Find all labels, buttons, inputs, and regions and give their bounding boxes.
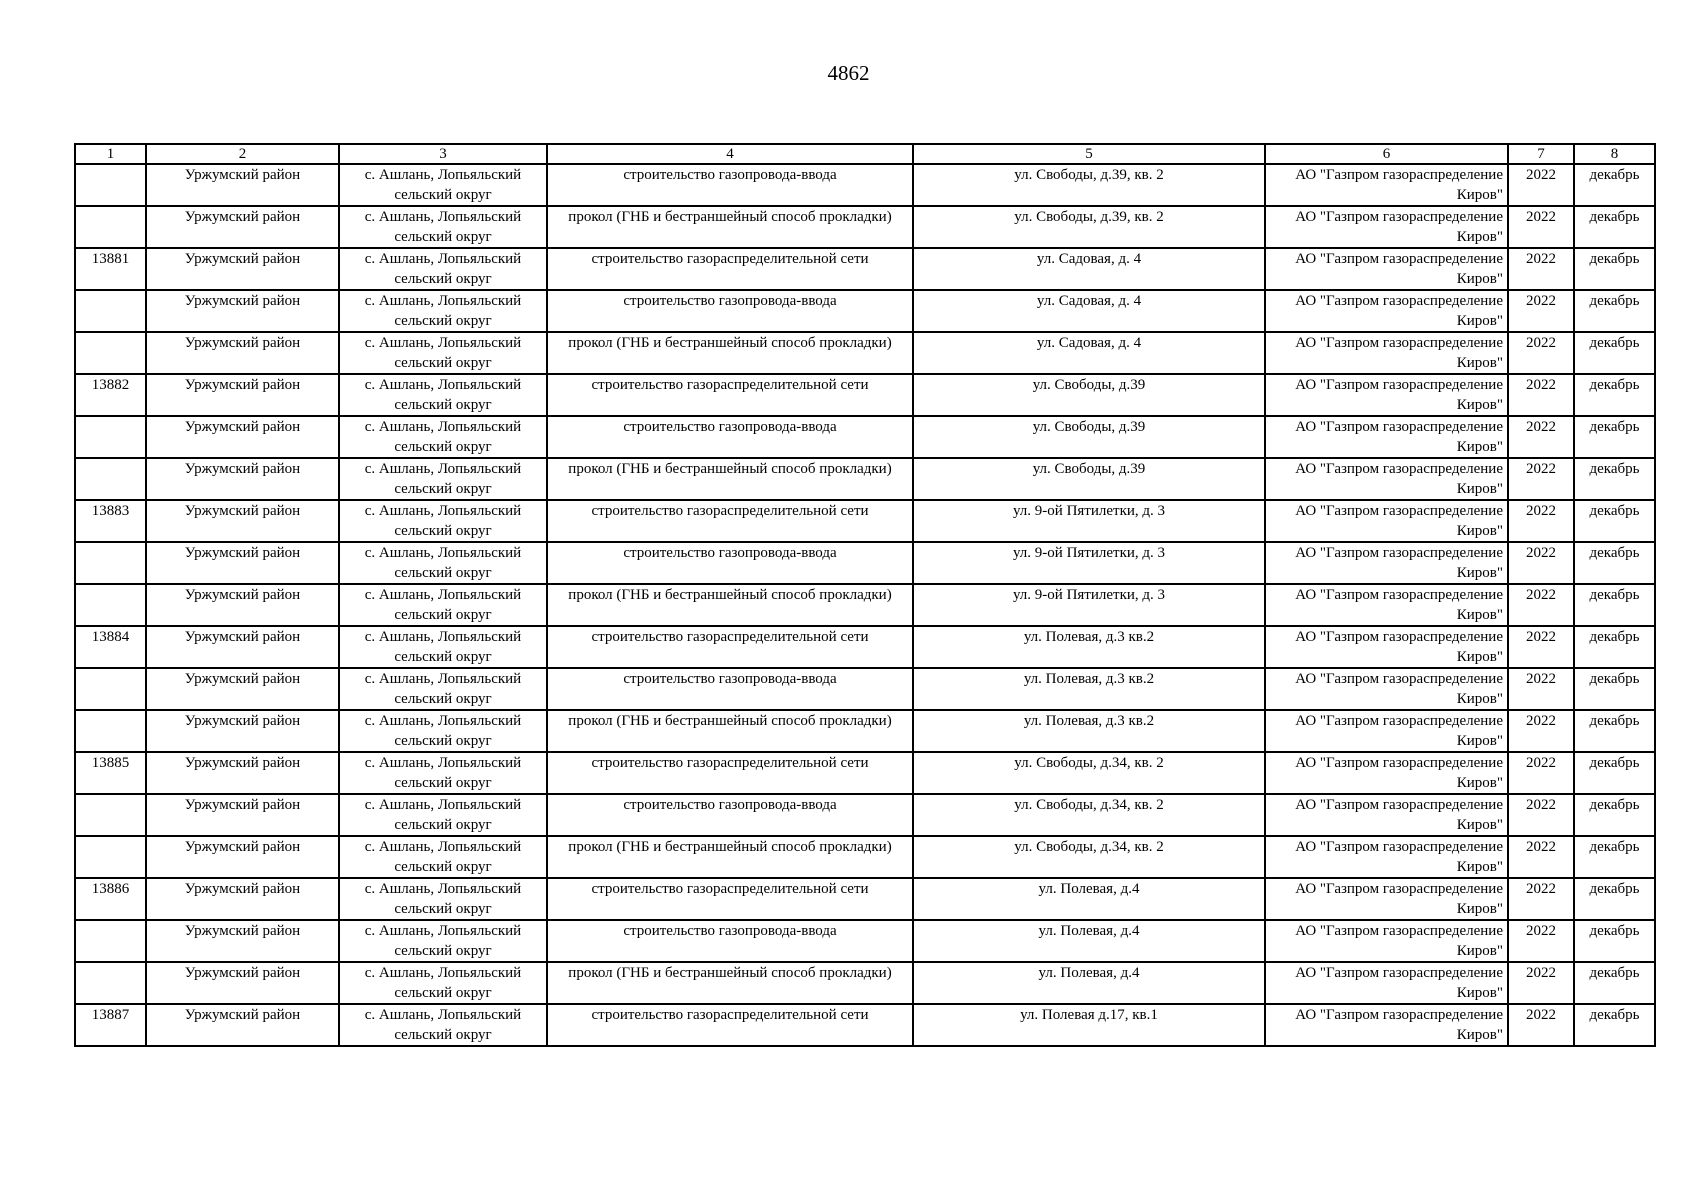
cell-number — [75, 668, 146, 710]
cell-organization: АО "Газпром газораспределение Киров" — [1265, 290, 1508, 332]
cell-year: 2022 — [1508, 920, 1574, 962]
cell-locality: с. Ашлань, Лопьяльский сельский округ — [339, 710, 547, 752]
cell-number — [75, 962, 146, 1004]
cell-work-type: строительство газораспределительной сети — [547, 878, 913, 920]
cell-address: ул. Свободы, д.34, кв. 2 — [913, 794, 1265, 836]
cell-organization: АО "Газпром газораспределение Киров" — [1265, 584, 1508, 626]
cell-year: 2022 — [1508, 248, 1574, 290]
cell-organization: АО "Газпром газораспределение Киров" — [1265, 1004, 1508, 1046]
cell-work-type: прокол (ГНБ и бестраншейный способ прокладки) — [547, 458, 913, 500]
cell-work-type: строительство газопровода-ввода — [547, 416, 913, 458]
cell-number — [75, 206, 146, 248]
cell-address: ул. Полевая, д.3 кв.2 — [913, 626, 1265, 668]
cell-district: Уржумский район — [146, 206, 339, 248]
cell-organization: АО "Газпром газораспределение Киров" — [1265, 962, 1508, 1004]
cell-organization: АО "Газпром газораспределение Киров" — [1265, 710, 1508, 752]
cell-locality: с. Ашлань, Лопьяльский сельский округ — [339, 458, 547, 500]
cell-number: 13885 — [75, 752, 146, 794]
cell-number: 13884 — [75, 626, 146, 668]
cell-month: декабрь — [1574, 290, 1655, 332]
cell-locality: с. Ашлань, Лопьяльский сельский округ — [339, 626, 547, 668]
cell-work-type: строительство газораспределительной сети — [547, 248, 913, 290]
table-row — [75, 332, 1655, 374]
cell-work-type: строительство газораспределительной сети — [547, 374, 913, 416]
cell-address: ул. Свободы, д.34, кв. 2 — [913, 836, 1265, 878]
table-body — [75, 144, 1655, 1046]
cell-locality: с. Ашлань, Лопьяльский сельский округ — [339, 962, 547, 1004]
column-header: 1 — [75, 144, 146, 164]
cell-month: декабрь — [1574, 584, 1655, 626]
cell-locality: с. Ашлань, Лопьяльский сельский округ — [339, 794, 547, 836]
cell-year: 2022 — [1508, 962, 1574, 1004]
cell-year: 2022 — [1508, 794, 1574, 836]
table-row — [75, 374, 1655, 416]
cell-work-type: прокол (ГНБ и бестраншейный способ прокладки) — [547, 584, 913, 626]
cell-address: ул. Полевая, д.3 кв.2 — [913, 668, 1265, 710]
cell-address: ул. Полевая, д.4 — [913, 962, 1265, 1004]
cell-work-type: строительство газопровода-ввода — [547, 542, 913, 584]
table-row — [75, 920, 1655, 962]
cell-district: Уржумский район — [146, 290, 339, 332]
cell-district: Уржумский район — [146, 626, 339, 668]
cell-organization: АО "Газпром газораспределение Киров" — [1265, 836, 1508, 878]
cell-work-type: строительство газопровода-ввода — [547, 290, 913, 332]
cell-year: 2022 — [1508, 332, 1574, 374]
cell-work-type: строительство газораспределительной сети — [547, 752, 913, 794]
table-row — [75, 626, 1655, 668]
cell-address: ул. Полевая, д.4 — [913, 920, 1265, 962]
cell-month: декабрь — [1574, 626, 1655, 668]
cell-district: Уржумский район — [146, 1004, 339, 1046]
cell-year: 2022 — [1508, 836, 1574, 878]
table-row — [75, 878, 1655, 920]
cell-address: ул. Полевая, д.4 — [913, 878, 1265, 920]
cell-number: 13881 — [75, 248, 146, 290]
cell-locality: с. Ашлань, Лопьяльский сельский округ — [339, 416, 547, 458]
cell-number — [75, 164, 146, 206]
cell-number: 13886 — [75, 878, 146, 920]
cell-year: 2022 — [1508, 164, 1574, 206]
cell-district: Уржумский район — [146, 710, 339, 752]
cell-district: Уржумский район — [146, 164, 339, 206]
cell-work-type: строительство газопровода-ввода — [547, 920, 913, 962]
cell-address: ул. Полевая, д.3 кв.2 — [913, 710, 1265, 752]
cell-district: Уржумский район — [146, 962, 339, 1004]
cell-work-type: прокол (ГНБ и бестраншейный способ прокладки) — [547, 962, 913, 1004]
column-header: 4 — [547, 144, 913, 164]
cell-organization: АО "Газпром газораспределение Киров" — [1265, 668, 1508, 710]
table-row — [75, 710, 1655, 752]
cell-month: декабрь — [1574, 878, 1655, 920]
cell-locality: с. Ашлань, Лопьяльский сельский округ — [339, 878, 547, 920]
cell-number — [75, 332, 146, 374]
cell-year: 2022 — [1508, 500, 1574, 542]
cell-work-type: строительство газопровода-ввода — [547, 794, 913, 836]
cell-address: ул. 9-ой Пятилетки, д. 3 — [913, 542, 1265, 584]
cell-district: Уржумский район — [146, 332, 339, 374]
cell-organization: АО "Газпром газораспределение Киров" — [1265, 458, 1508, 500]
table-row — [75, 752, 1655, 794]
cell-locality: с. Ашлань, Лопьяльский сельский округ — [339, 920, 547, 962]
cell-number: 13887 — [75, 1004, 146, 1046]
cell-year: 2022 — [1508, 416, 1574, 458]
cell-number — [75, 794, 146, 836]
cell-address: ул. Свободы, д.39, кв. 2 — [913, 164, 1265, 206]
cell-number — [75, 920, 146, 962]
cell-month: декабрь — [1574, 458, 1655, 500]
cell-organization: АО "Газпром газораспределение Киров" — [1265, 500, 1508, 542]
cell-month: декабрь — [1574, 164, 1655, 206]
table-row — [75, 164, 1655, 206]
table-row — [75, 458, 1655, 500]
cell-work-type: строительство газораспределительной сети — [547, 626, 913, 668]
cell-year: 2022 — [1508, 290, 1574, 332]
cell-month: декабрь — [1574, 962, 1655, 1004]
cell-month: декабрь — [1574, 794, 1655, 836]
column-header: 5 — [913, 144, 1265, 164]
cell-number — [75, 584, 146, 626]
column-header: 7 — [1508, 144, 1574, 164]
cell-number — [75, 458, 146, 500]
cell-district: Уржумский район — [146, 374, 339, 416]
cell-address: ул. Свободы, д.39 — [913, 374, 1265, 416]
cell-district: Уржумский район — [146, 458, 339, 500]
cell-district: Уржумский район — [146, 584, 339, 626]
table-row — [75, 500, 1655, 542]
cell-work-type: прокол (ГНБ и бестраншейный способ прокладки) — [547, 836, 913, 878]
cell-work-type: строительство газораспределительной сети — [547, 1004, 913, 1046]
cell-address: ул. Свободы, д.39 — [913, 416, 1265, 458]
cell-month: декабрь — [1574, 248, 1655, 290]
cell-district: Уржумский район — [146, 248, 339, 290]
cell-month: декабрь — [1574, 836, 1655, 878]
table-row — [75, 1004, 1655, 1046]
cell-organization: АО "Газпром газораспределение Киров" — [1265, 542, 1508, 584]
cell-locality: с. Ашлань, Лопьяльский сельский округ — [339, 500, 547, 542]
cell-month: декабрь — [1574, 752, 1655, 794]
cell-locality: с. Ашлань, Лопьяльский сельский округ — [339, 248, 547, 290]
cell-locality: с. Ашлань, Лопьяльский сельский округ — [339, 164, 547, 206]
table-row — [75, 836, 1655, 878]
cell-number: 13883 — [75, 500, 146, 542]
cell-year: 2022 — [1508, 584, 1574, 626]
cell-work-type: строительство газопровода-ввода — [547, 668, 913, 710]
cell-organization: АО "Газпром газораспределение Киров" — [1265, 752, 1508, 794]
cell-locality: с. Ашлань, Лопьяльский сельский округ — [339, 668, 547, 710]
cell-district: Уржумский район — [146, 668, 339, 710]
cell-organization: АО "Газпром газораспределение Киров" — [1265, 374, 1508, 416]
cell-number — [75, 290, 146, 332]
cell-district: Уржумский район — [146, 500, 339, 542]
table-row — [75, 542, 1655, 584]
column-header: 8 — [1574, 144, 1655, 164]
cell-month: декабрь — [1574, 500, 1655, 542]
cell-locality: с. Ашлань, Лопьяльский сельский округ — [339, 332, 547, 374]
cell-locality: с. Ашлань, Лопьяльский сельский округ — [339, 206, 547, 248]
table-row — [75, 794, 1655, 836]
cell-month: декабрь — [1574, 668, 1655, 710]
cell-month: декабрь — [1574, 206, 1655, 248]
cell-year: 2022 — [1508, 1004, 1574, 1046]
table-row — [75, 290, 1655, 332]
cell-year: 2022 — [1508, 710, 1574, 752]
cell-work-type: прокол (ГНБ и бестраншейный способ прокладки) — [547, 332, 913, 374]
cell-address: ул. Свободы, д.39, кв. 2 — [913, 206, 1265, 248]
cell-work-type: прокол (ГНБ и бестраншейный способ прокладки) — [547, 710, 913, 752]
cell-organization: АО "Газпром газораспределение Киров" — [1265, 248, 1508, 290]
column-header: 6 — [1265, 144, 1508, 164]
cell-organization: АО "Газпром газораспределение Киров" — [1265, 332, 1508, 374]
cell-organization: АО "Газпром газораспределение Киров" — [1265, 920, 1508, 962]
cell-district: Уржумский район — [146, 836, 339, 878]
cell-district: Уржумский район — [146, 878, 339, 920]
table-header-row — [75, 144, 1655, 164]
table-row — [75, 668, 1655, 710]
cell-number — [75, 416, 146, 458]
cell-address: ул. Полевая д.17, кв.1 — [913, 1004, 1265, 1046]
cell-year: 2022 — [1508, 206, 1574, 248]
cell-year: 2022 — [1508, 626, 1574, 668]
cell-month: декабрь — [1574, 1004, 1655, 1046]
cell-locality: с. Ашлань, Лопьяльский сельский округ — [339, 584, 547, 626]
cell-locality: с. Ашлань, Лопьяльский сельский округ — [339, 752, 547, 794]
cell-locality: с. Ашлань, Лопьяльский сельский округ — [339, 542, 547, 584]
cell-organization: АО "Газпром газораспределение Киров" — [1265, 164, 1508, 206]
cell-organization: АО "Газпром газораспределение Киров" — [1265, 206, 1508, 248]
cell-year: 2022 — [1508, 458, 1574, 500]
table-row — [75, 206, 1655, 248]
cell-district: Уржумский район — [146, 542, 339, 584]
cell-year: 2022 — [1508, 374, 1574, 416]
cell-address: ул. 9-ой Пятилетки, д. 3 — [913, 500, 1265, 542]
cell-address: ул. Садовая, д. 4 — [913, 332, 1265, 374]
cell-year: 2022 — [1508, 878, 1574, 920]
cell-number — [75, 542, 146, 584]
cell-district: Уржумский район — [146, 794, 339, 836]
cell-month: декабрь — [1574, 920, 1655, 962]
cell-address: ул. Свободы, д.39 — [913, 458, 1265, 500]
cell-number: 13882 — [75, 374, 146, 416]
cell-year: 2022 — [1508, 668, 1574, 710]
cell-month: декабрь — [1574, 542, 1655, 584]
cell-month: декабрь — [1574, 374, 1655, 416]
table-row — [75, 584, 1655, 626]
cell-work-type: строительство газораспределительной сети — [547, 500, 913, 542]
cell-organization: АО "Газпром газораспределение Киров" — [1265, 794, 1508, 836]
cell-locality: с. Ашлань, Лопьяльский сельский округ — [339, 1004, 547, 1046]
cell-year: 2022 — [1508, 542, 1574, 584]
page-number: 4862 — [827, 61, 870, 85]
cell-district: Уржумский район — [146, 920, 339, 962]
cell-month: декабрь — [1574, 710, 1655, 752]
table-row — [75, 962, 1655, 1004]
cell-year: 2022 — [1508, 752, 1574, 794]
cell-district: Уржумский район — [146, 752, 339, 794]
column-header: 3 — [339, 144, 547, 164]
cell-organization: АО "Газпром газораспределение Киров" — [1265, 878, 1508, 920]
cell-work-type: прокол (ГНБ и бестраншейный способ прокладки) — [547, 206, 913, 248]
column-header: 2 — [146, 144, 339, 164]
cell-month: декабрь — [1574, 332, 1655, 374]
cell-locality: с. Ашлань, Лопьяльский сельский округ — [339, 836, 547, 878]
cell-locality: с. Ашлань, Лопьяльский сельский округ — [339, 374, 547, 416]
table-row — [75, 416, 1655, 458]
cell-district: Уржумский район — [146, 416, 339, 458]
cell-work-type: строительство газопровода-ввода — [547, 164, 913, 206]
table-row — [75, 248, 1655, 290]
cell-number — [75, 710, 146, 752]
cell-address: ул. Садовая, д. 4 — [913, 290, 1265, 332]
cell-address: ул. Садовая, д. 4 — [913, 248, 1265, 290]
cell-address: ул. Свободы, д.34, кв. 2 — [913, 752, 1265, 794]
cell-organization: АО "Газпром газораспределение Киров" — [1265, 626, 1508, 668]
cell-locality: с. Ашлань, Лопьяльский сельский округ — [339, 290, 547, 332]
works-table — [74, 143, 1656, 1047]
cell-number — [75, 836, 146, 878]
cell-organization: АО "Газпром газораспределение Киров" — [1265, 416, 1508, 458]
cell-month: декабрь — [1574, 416, 1655, 458]
cell-address: ул. 9-ой Пятилетки, д. 3 — [913, 584, 1265, 626]
